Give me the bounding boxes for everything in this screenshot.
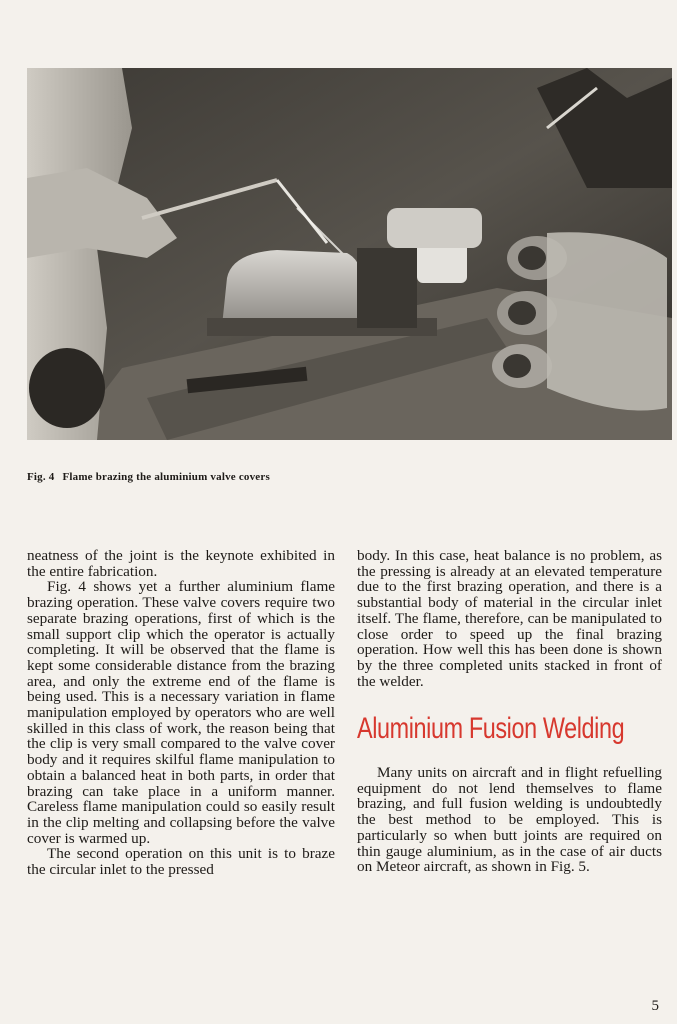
left-paragraph-2: Fig. 4 shows yet a further aluminium flame brazing operation. These valve covers require two separate brazing operations, first of which is the small support clip which the operator is actually completing. It will be observed that the flame is kept some considerable distance from the brazing area, and only the extreme end of the flame is being used. This is a necessary variation in flame manipulation employed by operators who are well skilled in this class of work, the reason being that the clip is very small compared to the valve cover body and it requires skilful flame manipulation to obtain a balanced heat in both parts, in order that brazing can take place in a uniform manner. Careless flame manipulation could so easily result in the clip melting and collapsing before the valve cover is warmed up. <box>27 578 335 847</box>
left-paragraph-1: neatness of the joint is the keynote exhibited in the entire fabrication. <box>27 547 335 580</box>
figure-label: Fig. 4 <box>27 471 55 483</box>
page-number: 5 <box>651 998 659 1014</box>
right-paragraph-1: body. In this case, heat balance is no problem, as the pressing is already at an elevated temperature due to the first brazing operation, and there is a substantial body of material in the circular inlet itself. The flame, therefore, can be manipulated to close order to speed up the final brazing operation. How well this has been done is shown by the three completed units stacked in front of the welder. <box>357 547 662 690</box>
figure-caption <box>27 471 427 483</box>
figure-photo <box>27 68 672 440</box>
section-heading: Aluminium Fusion Welding <box>357 712 625 746</box>
right-paragraph-2: Many units on aircraft and in flight refuelling equipment do not lend themselves to flame brazing, and full fusion welding is undoubtedly the best method to be employed. This is particularly so when butt joints are required on thin gauge aluminium, as in the case of air ducts on Meteor aircraft, as shown in Fig. 5. <box>357 764 662 876</box>
flame-brazing-photo <box>27 68 672 440</box>
right-column <box>357 548 662 875</box>
figure-caption-text: Flame brazing the aluminium valve covers <box>62 471 270 483</box>
left-column <box>27 548 335 878</box>
left-paragraph-3: The second operation on this unit is to braze the circular inlet to the pressed <box>27 845 335 879</box>
